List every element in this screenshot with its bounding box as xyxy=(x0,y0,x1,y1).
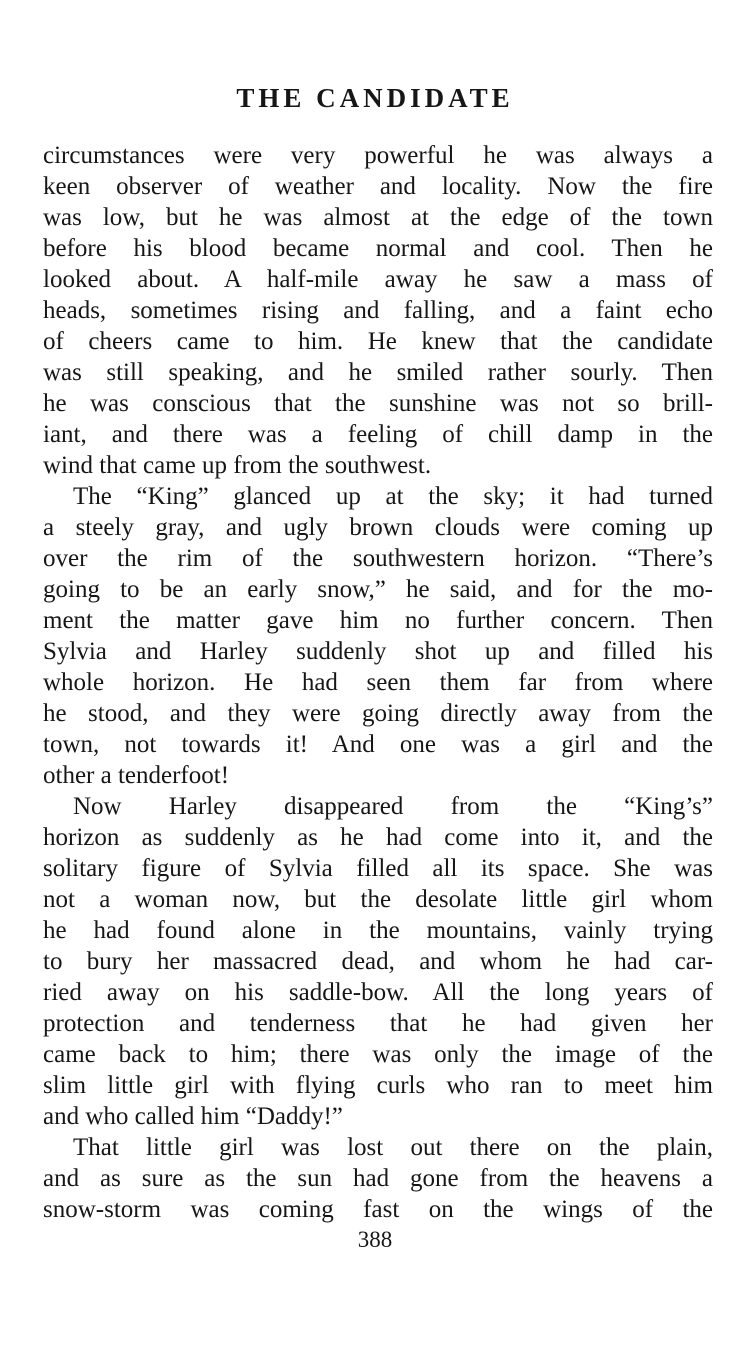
paragraph xyxy=(43,481,713,791)
text-line: and as sure as the sun had gone from the heavens a xyxy=(43,1165,713,1192)
text-line: looked about. A half-mile away he saw a mass of xyxy=(43,266,713,293)
running-head: THE CANDIDATE xyxy=(236,83,514,113)
body-text xyxy=(43,140,713,1225)
paragraph xyxy=(43,1132,713,1225)
text-line: That little girl was lost out there on the plain, xyxy=(73,1134,713,1161)
text-line: ried away on his saddle-bow. All the long years of xyxy=(43,979,713,1006)
text-line: to bury her massacred dead, and whom he had car- xyxy=(43,948,713,975)
text-line: he had found alone in the mountains, vainly trying xyxy=(43,917,713,944)
text-line: town, not towards it! And one was a girl and the xyxy=(43,731,713,758)
text-line: snow-storm was coming fast on the wings of the xyxy=(43,1196,713,1223)
text-line: The “King” glanced up at the sky; it had turned xyxy=(73,483,713,510)
text-line: keen observer of weather and locality. Now the fire xyxy=(43,173,713,200)
page-number: 388 xyxy=(357,1227,393,1252)
text-line: of cheers came to him. He knew that the candidate xyxy=(43,328,713,355)
text-line: wind that came up from the southwest. xyxy=(43,452,432,479)
text-line: circumstances were very powerful he was always a xyxy=(43,142,713,169)
text-line: was low, but he was almost at the edge of the town xyxy=(43,204,713,231)
text-line: Sylvia and Harley suddenly shot up and filled his xyxy=(43,638,713,665)
text-line: a steely gray, and ugly brown clouds were coming up xyxy=(43,514,713,541)
text-line: ment the matter gave him no further concern. Then xyxy=(43,607,713,634)
text-line: iant, and there was a feeling of chill damp in the xyxy=(43,421,713,448)
text-line: solitary figure of Sylvia filled all its space. She was xyxy=(43,855,713,882)
text-line: heads, sometimes rising and falling, and a faint echo xyxy=(43,297,713,324)
text-line: going to be an early snow,” he said, and for the mo- xyxy=(43,576,713,603)
text-line: he was conscious that the sunshine was not so brill- xyxy=(43,390,713,417)
text-line: came back to him; there was only the image of the xyxy=(43,1041,713,1068)
text-line: other a tenderfoot! xyxy=(43,762,230,789)
text-line: protection and tenderness that he had given her xyxy=(43,1010,713,1037)
text-line: he stood, and they were going directly away from the xyxy=(43,700,713,727)
text-line: and who called him “Daddy!” xyxy=(43,1103,343,1130)
text-line: over the rim of the southwestern horizon. “There’s xyxy=(43,545,713,572)
text-line: whole horizon. He had seen them far from where xyxy=(43,669,713,696)
text-line: Now Harley disappeared from the “King’s” xyxy=(73,793,713,820)
text-line: not a woman now, but the desolate little girl whom xyxy=(43,886,713,913)
paragraph xyxy=(43,791,713,1132)
text-line: before his blood became normal and cool. Then he xyxy=(43,235,713,262)
text-line: slim little girl with flying curls who ran to meet him xyxy=(43,1072,713,1099)
text-line: was still speaking, and he smiled rather sourly. Then xyxy=(43,359,713,386)
text-line: horizon as suddenly as he had come into it, and the xyxy=(43,824,713,851)
paragraph xyxy=(43,140,713,481)
